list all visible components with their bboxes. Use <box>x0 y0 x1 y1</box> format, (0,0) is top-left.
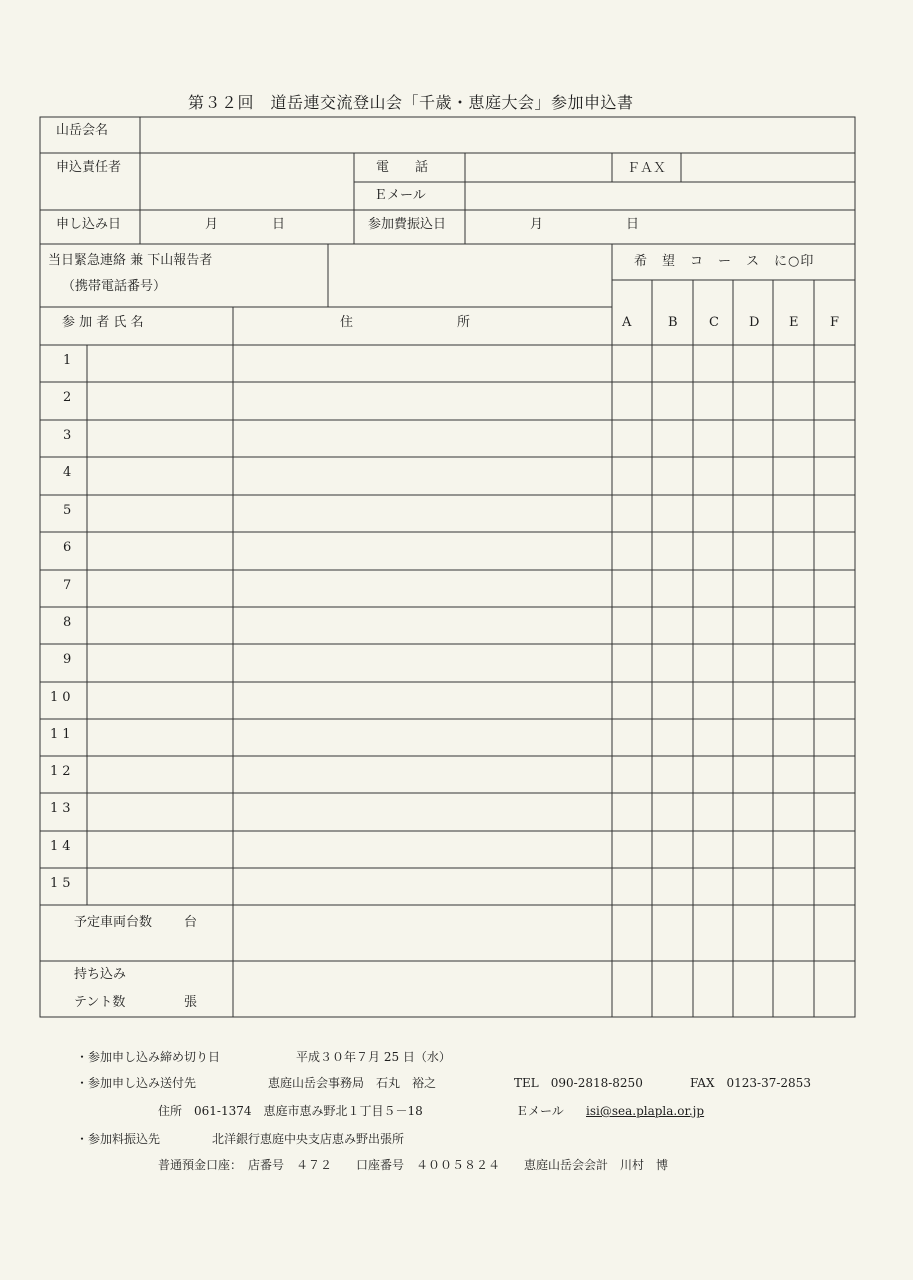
applicant-label: 申込責任者 <box>56 160 122 175</box>
deadline-label: ・参加申し込み締め切り日 <box>76 1050 221 1064</box>
course-b-label: B <box>668 315 678 330</box>
course-e-label: E <box>789 315 799 330</box>
club-name-label: 山岳会名 <box>56 123 109 138</box>
fee-label: ・参加料振込先 <box>76 1132 161 1146</box>
row-number: 5 <box>63 503 72 518</box>
email-label: Ｅメール <box>374 188 426 203</box>
row-number: 9 <box>63 652 72 667</box>
row-number: 12 <box>50 764 75 779</box>
cars-unit: 台 <box>184 915 198 930</box>
address-header: 住 所 <box>340 315 471 330</box>
fee-day-label: 日 <box>626 217 640 232</box>
fee-account: 普通預金口座： 店番号 ４７２ 口座番号 ４００５８２４ 恵庭山岳会会計 川村 博 <box>158 1158 669 1172</box>
tent-label-1: 持ち込み <box>74 967 127 982</box>
row-number: 14 <box>50 839 75 854</box>
send-address: 住所 061-1374 恵庭市恵み野北１丁目５－18 <box>158 1104 423 1118</box>
row-number: 15 <box>50 876 75 891</box>
row-number: 1 <box>63 353 72 368</box>
course-header: 希 望 コ ー ス に○印 <box>634 254 815 269</box>
row-number: 4 <box>63 465 72 480</box>
cars-label: 予定車両台数 <box>74 915 153 930</box>
row-number: 13 <box>50 801 75 816</box>
course-a-label: A <box>622 315 632 330</box>
emergency-label: 当日緊急連絡 兼 下山報告者 <box>48 253 213 268</box>
send-org: 恵庭山岳会事務局 石丸 裕之 <box>268 1076 437 1090</box>
apply-day-label: 日 <box>272 217 286 232</box>
phone-label: 電 話 <box>376 160 429 175</box>
send-tel: TEL 090-2818-8250 <box>514 1076 643 1090</box>
row-number: 7 <box>63 578 72 593</box>
mobile-label: （携帯電話番号） <box>62 279 167 294</box>
apply-date-label: 申し込み日 <box>56 217 122 232</box>
deadline-value: 平成３０年７月 25 日（水） <box>296 1050 451 1064</box>
course-c-label: C <box>709 315 719 330</box>
fax-label: ＦＡＸ <box>627 161 667 176</box>
send-label: ・参加申し込み送付先 <box>76 1076 197 1090</box>
row-number: 6 <box>63 540 72 555</box>
row-number: 3 <box>63 428 72 443</box>
course-f-label: F <box>830 315 840 330</box>
participant-name-header: 参 加 者 氏 名 <box>62 315 144 330</box>
form-title: 第３２回 道岳連交流登山会「千歳・恵庭大会」参加申込書 <box>188 93 634 112</box>
apply-month-label: 月 <box>205 217 219 232</box>
tent-unit: 張 <box>184 995 198 1010</box>
row-number: 11 <box>50 727 75 742</box>
fee-bank: 北洋銀行恵庭中央支店恵み野出張所 <box>212 1132 405 1146</box>
tent-label-2: テント数 <box>74 995 126 1010</box>
row-number: 2 <box>63 390 72 405</box>
send-fax: FAX 0123-37-2853 <box>690 1076 811 1090</box>
course-d-label: D <box>749 315 760 330</box>
send-email-link[interactable]: isi@sea.plapla.or.jp <box>586 1104 705 1118</box>
send-email-label: Ｅメール <box>516 1104 564 1118</box>
fee-month-label: 月 <box>530 217 544 232</box>
fee-date-label: 参加費振込日 <box>368 217 447 232</box>
row-number: 8 <box>63 615 72 630</box>
row-number: 10 <box>50 690 75 705</box>
